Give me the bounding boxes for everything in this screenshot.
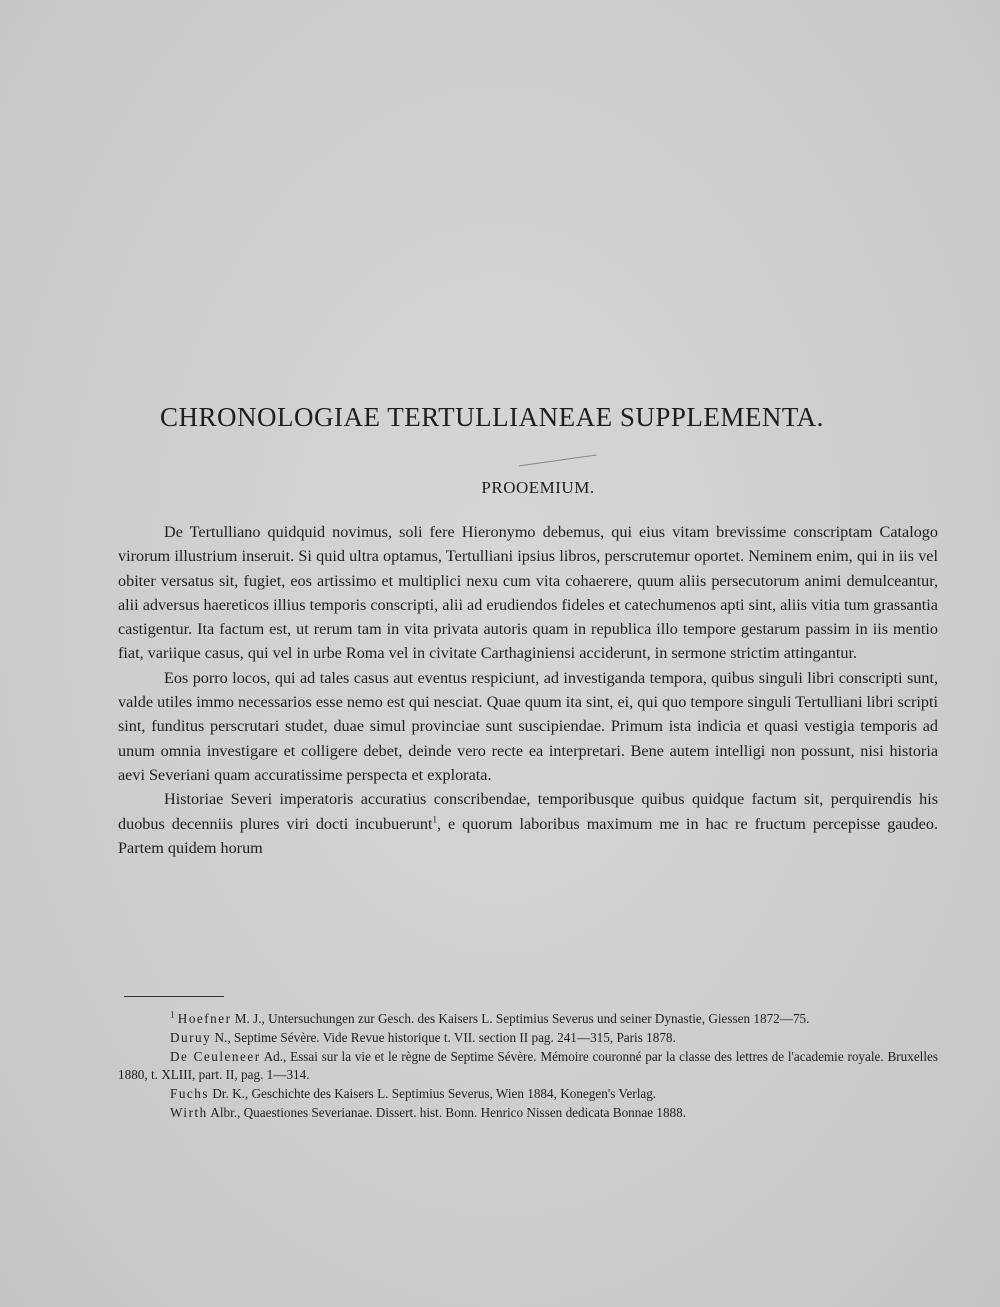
footnote-rule (124, 996, 224, 997)
section-heading: PROOEMIUM. (481, 478, 595, 497)
footnote (118, 1085, 938, 1104)
footnote-author: Wirth (170, 1104, 208, 1120)
page (118, 0, 938, 1307)
paragraph-3 (118, 787, 938, 860)
paragraph-2: Eos porro locos, qui ad tales casus aut eventus respiciunt, ad investiganda tempora, quibus singuli libri conscripti sunt, valde utiles immo necessarios esse nemo est qui nesciat. Quae quum ita sint, ei, qui quo tempore singuli Tertulliani libri scripti sint, funditus perscrutari studet, duae simul provinciae sunt suscipiendae. Primum ista indicia et quasi vestigia temporis ad unum omnia investigare et colligere debet, deinde vero recte ea interpretari. Bene autem intelligi non possunt, nisi historia aevi Severiani quam accuratissime perspecta et explorata. (118, 668, 938, 784)
page-title: CHRONOLOGIAE TERTULLIANEAE SUPPLEMENTA. (160, 402, 824, 432)
footnote-text: N., Septime Sévère. Vide Revue historique t. VII. section II pag. 241—315, Paris 1878. (211, 1029, 676, 1045)
footnote (118, 1104, 938, 1123)
footnote-author: De Ceuleneer (170, 1048, 261, 1064)
paragraph-3-text: Historiae Severi imperatoris accuratius conscribendae, temporibusque quibus quidque factum sit, perquirendis his duobus decenniis plures viri docti incubuerunt (118, 790, 938, 833)
footnote (118, 1048, 938, 1086)
footnote-author: Duruy (170, 1029, 212, 1045)
footnote-author: Hoefner (177, 1011, 232, 1026)
footnote-text: Albr., Quaestiones Severianae. Dissert. hist. Bonn. Henrico Nissen dedicata Bonnae 1888. (207, 1104, 687, 1120)
footnote (118, 1010, 938, 1029)
paragraph-3-text-cont: , e quorum laboribus maximum me in hac re fructum percepisse gaudeo. Partem quidem horum (118, 814, 938, 857)
footnote-marker: 1 (170, 1009, 175, 1020)
paragraph-1: De Tertulliano quidquid novimus, soli fere Hieronymo debemus, qui eius vitam brevissime conscriptam Catalogo virorum illustrium inseruit. Si quid ultra optamus, Tertulliani ipsius libros, perscrutemur oportet. Neminem enim, qui in iis vel obiter versatus sit, fugiet, eos artissimo et multiplici nexu cum vita cohaerere, quum aliis persecutorum animi demulceantur, alii adversus haereticos illius temporis conscripti, alii ad erudiendos fideles et catechumenos apti sint, aliis vitia tum grassantia castigentur. Ita factum est, ut rerum tam in vita privata autoris quam in republica illo tempore gestarum passim in iis mentio fiat, variique casus, qui vel in urbe Roma vel in civitate Carthaginiensi acciderunt, in sermone strictim attingantur. (118, 523, 938, 663)
footnote-text: Ad., Essai sur la vie et le règne de Septime Sévère. Mémoire couronné par la classe des lettres de l'academie royale. Bruxelles 1880, t. XLIII, part. II, pag. 1—314. (118, 1048, 938, 1083)
footnote (118, 1029, 938, 1048)
body-text (118, 520, 938, 860)
footnote-author: Fuchs (170, 1086, 210, 1102)
footnotes (118, 1010, 938, 1123)
footnote-text: M. J., Untersuchungen zur Gesch. des Kaisers L. Septimius Severus und seiner Dynastie, Giessen 1872—75. (231, 1011, 810, 1026)
pencil-underline-mark (518, 445, 597, 467)
footnote-ref: 1 (432, 814, 437, 825)
footnote-text: Dr. K., Geschichte des Kaisers L. Septimius Severus, Wien 1884, Konegen's Verlag. (209, 1086, 657, 1102)
